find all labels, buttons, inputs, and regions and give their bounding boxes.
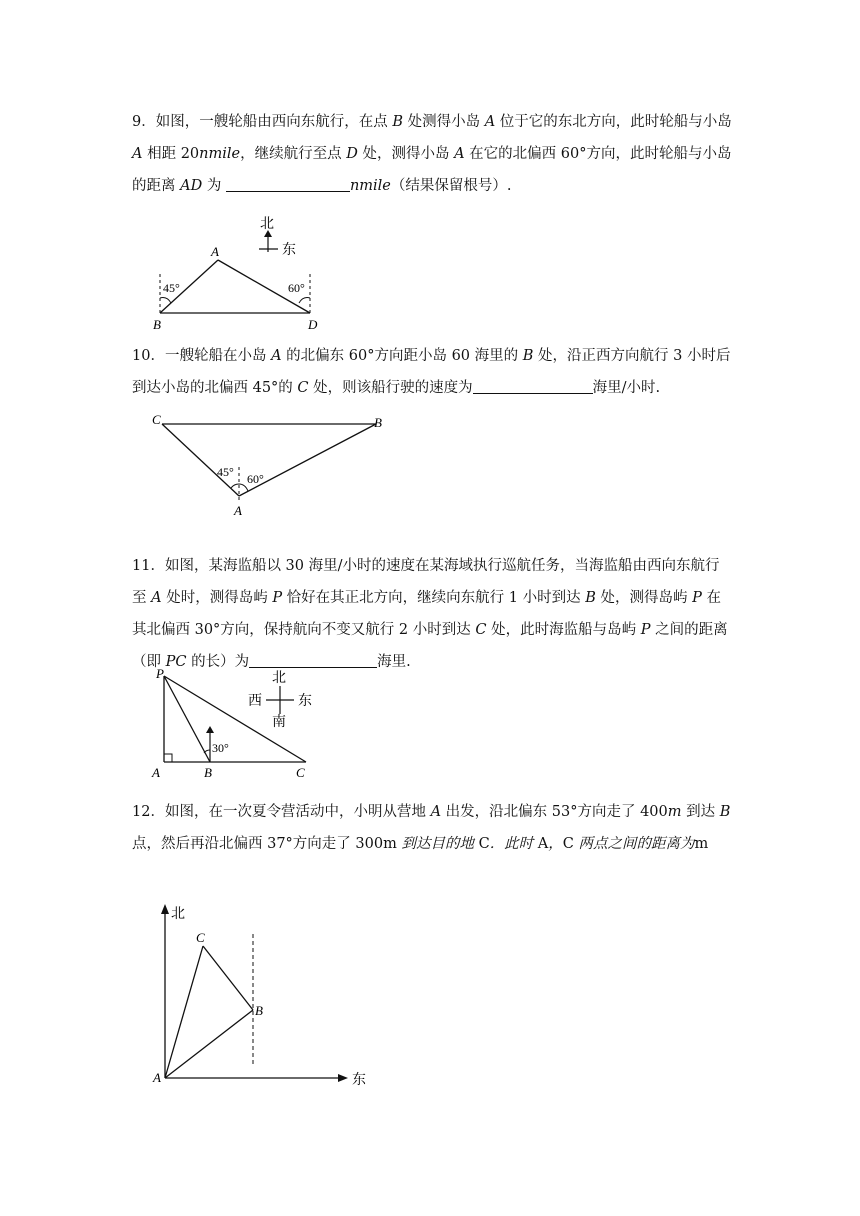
figure-12: [146, 894, 376, 1094]
angle-label: 60°: [288, 281, 305, 295]
point-label: P: [156, 666, 164, 681]
point-label: C: [196, 930, 205, 945]
point-label: C: [152, 412, 161, 427]
figure-9: [148, 212, 338, 336]
question-12: 12．如图，在一次夏令营活动中，小明从营地 A 出发，沿北偏东 53°方向走了 400m 到达 B 点，然后再沿北偏西 37°方向走了 300m 到达目的地 C．此时 A，C 两点之间的距离为m: [132, 804, 731, 852]
question-11: 11．如图，某海监船以 30 海里/小时的速度在某海域执行巡航任务，当海监船由西向东航行至 A 处时，测得岛屿 P 恰好在其正北方向，继续向东航行 1 小时到达 B 处，测得岛屿 P 在其北偏西 30°方向，保持航向不变又航行 2 小时到达 C 处，此时海监船与岛屿 P 之间的距离（即 PC 的长）为 海里.: [132, 558, 728, 670]
answer-blank[interactable]: [473, 375, 593, 394]
point-label: A: [153, 1070, 161, 1085]
angle-label: 45°: [217, 465, 234, 479]
answer-blank[interactable]: [226, 173, 350, 192]
point-label: D: [308, 317, 318, 332]
compass-east: 东: [298, 694, 312, 709]
compass-west: 西: [248, 694, 262, 709]
point-label: B: [204, 765, 212, 780]
point-label: B: [153, 317, 161, 332]
figure-10: [148, 408, 398, 520]
compass-east: 东: [352, 1073, 366, 1088]
angle-label: 45°: [163, 281, 180, 295]
angle-label: 30°: [212, 741, 229, 755]
point-label: C: [296, 765, 305, 780]
point-label: B: [374, 415, 382, 430]
angle-label: 60°: [247, 472, 264, 486]
point-label: A: [152, 765, 160, 780]
compass-north: 北: [171, 907, 185, 922]
question-10: 10．一艘轮船在小岛 A 的北偏东 60°方向距小岛 60 海里的 B 处，沿正西方向航行 3 小时后到达小岛的北偏西 45°的 C 处，则该船行驶的速度为 海里/小时.: [132, 348, 731, 396]
figure-11: [146, 664, 346, 782]
compass-north: 北: [272, 671, 286, 686]
compass-north: 北: [260, 217, 274, 232]
compass-south: 南: [272, 715, 286, 730]
question-9: 9．如图，一艘轮船由西向东航行，在点 B 处测得小岛 A 位于它的东北方向，此时轮船与小岛 A 相距 20nmile，继续航行至点 D 处，测得小岛 A 在它的北偏西 60°方向，此时轮船与小岛的距离 AD 为 nmile（结果保留根号）.: [132, 114, 732, 194]
point-label: A: [234, 503, 242, 518]
compass-east: 东: [282, 243, 296, 258]
point-label: B: [255, 1003, 263, 1018]
point-label: A: [211, 244, 219, 259]
